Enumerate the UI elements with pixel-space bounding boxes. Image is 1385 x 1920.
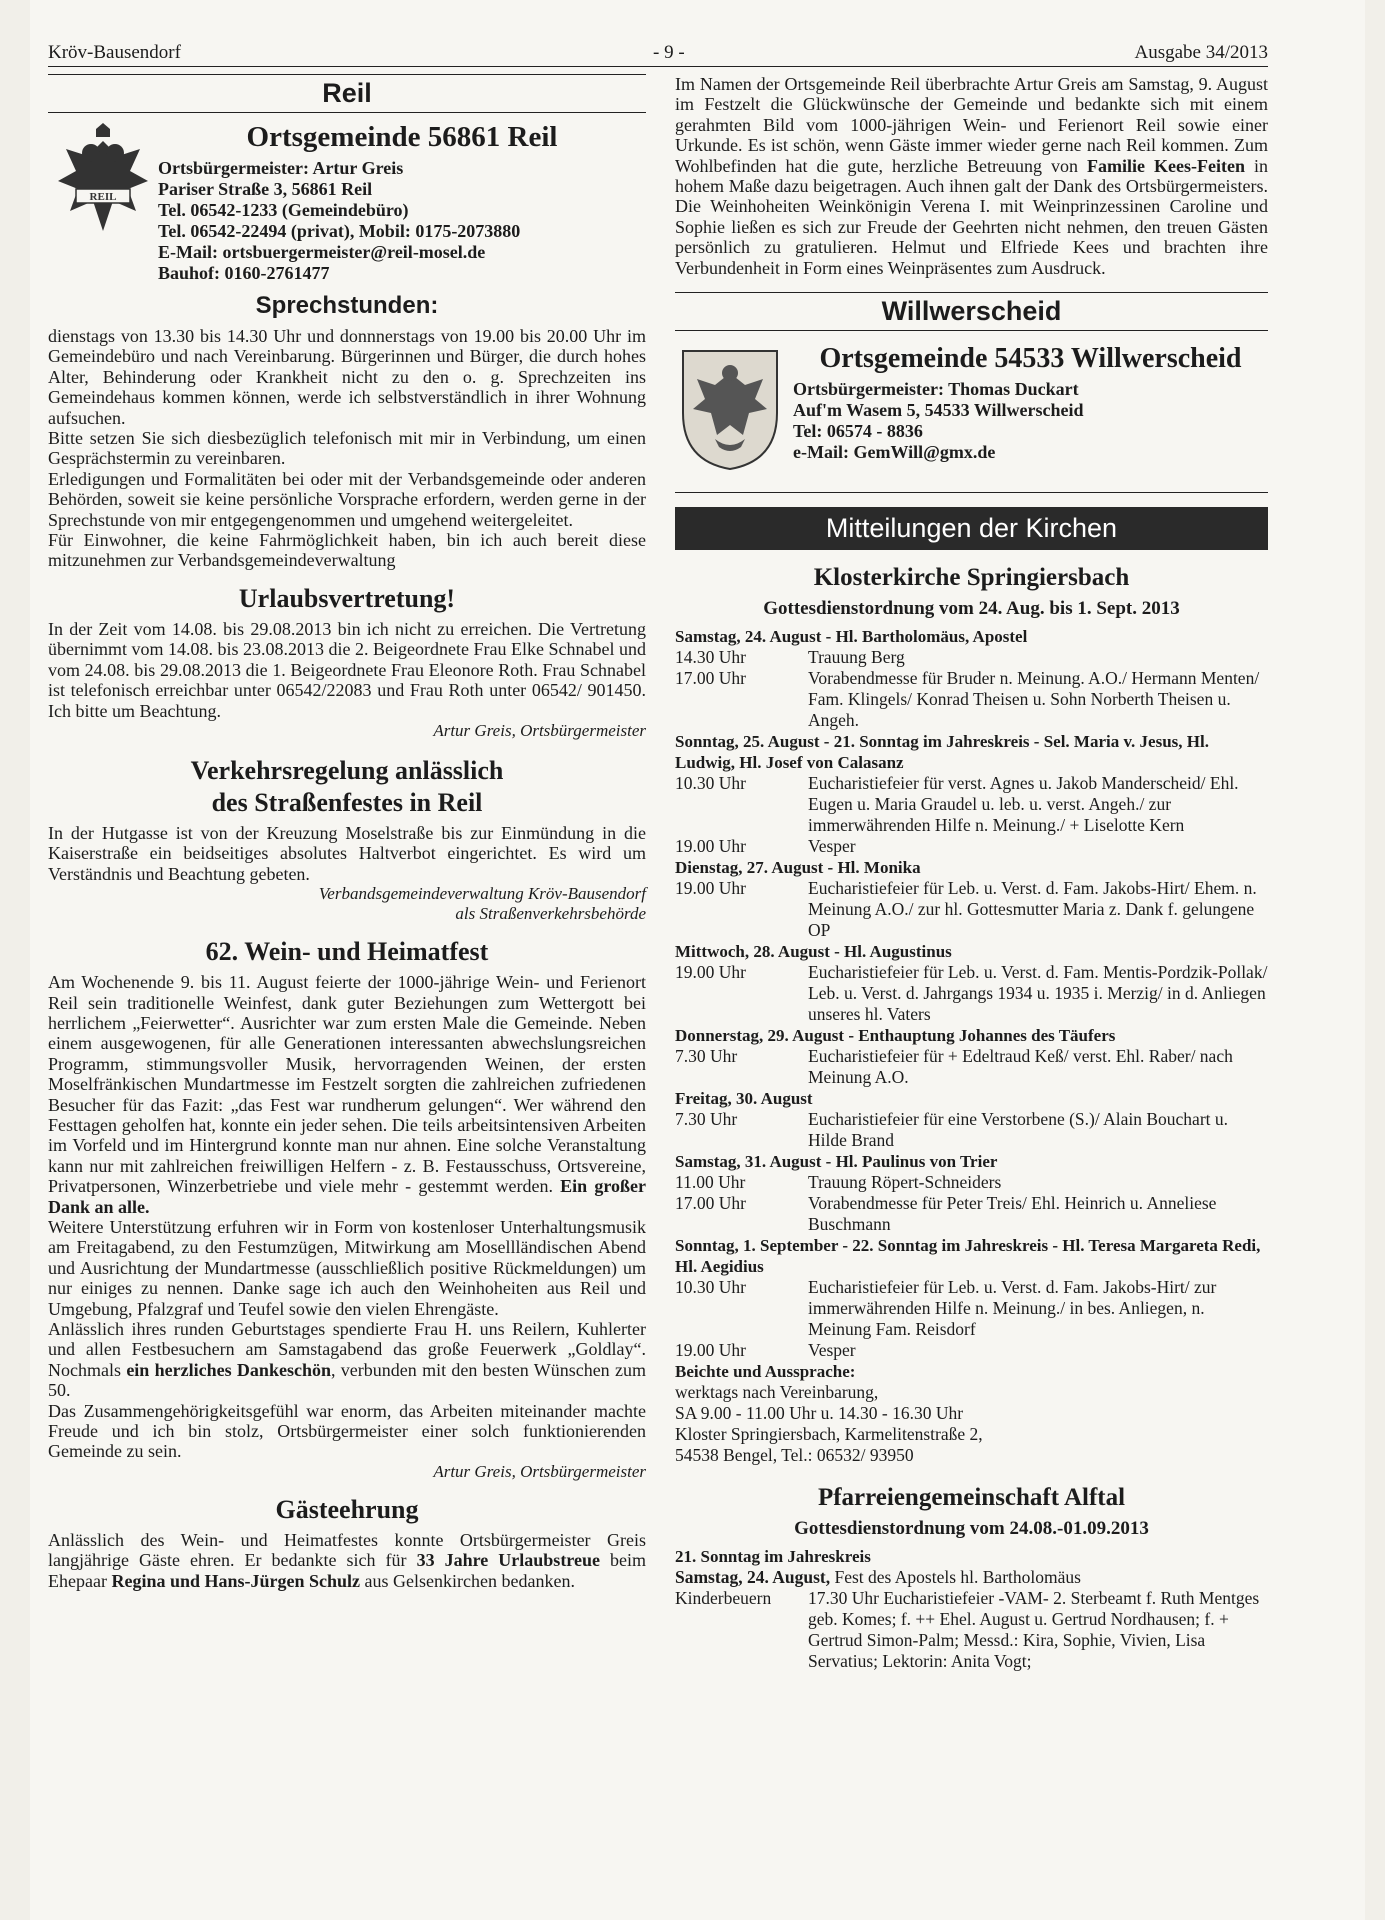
schedule-entry <box>675 962 1268 1025</box>
ehrung-bold: Familie Kees-Feiten <box>1087 155 1245 176</box>
gaeste-paragraph <box>48 1530 646 1591</box>
willwerscheid-line: Auf'm Wasem 5, 54533 Willwerscheid <box>793 400 1084 421</box>
fest-paragraph <box>48 972 646 1217</box>
verkehr-signature: als Straßenverkehrsbehörde <box>455 904 646 924</box>
fest-signature: Artur Greis, Ortsbürgermeister <box>433 1461 646 1481</box>
urlaub-signature: Artur Greis, Ortsbürgermeister <box>433 720 646 740</box>
gaeste-title: Gästeehrung <box>275 1494 419 1524</box>
schedule-time: 17.00 Uhr <box>675 1193 746 1214</box>
schedule-day-heading: Sonntag, 1. September - 22. Sonntag im Jahreskreis - Hl. Teresa Margareta Redi, Hl. Aegidius <box>675 1236 1261 1277</box>
section-title-willwerscheid: Willwerscheid <box>675 292 1268 331</box>
schedule-description: Vesper <box>808 836 856 857</box>
newspaper-page <box>30 0 1365 1920</box>
reil-line: Pariser Straße 3, 56861 Reil <box>158 179 373 199</box>
schedule-description: Eucharistiefeier für Leb. u. Verst. d. Fam. Jakobs-Hirt/ Ehem. n. Meinung A.O./ zur hl. Gottesmutter Maria z. Dank f. gelungene OP <box>808 878 1257 941</box>
schedule-day-heading: Samstag, 24. August - Hl. Bartholomäus, Apostel <box>675 627 1028 647</box>
schedule-time: 14.30 Uhr <box>675 647 746 668</box>
schedule-day-heading: Freitag, 30. August <box>675 1089 813 1109</box>
schedule-time: 19.00 Uhr <box>675 962 746 983</box>
schedule-entry <box>675 773 1268 836</box>
crest-lettering: REIL <box>89 191 117 203</box>
alftal-place: Kinderbeuern <box>675 1588 772 1609</box>
alftal-subtitle: Gottesdienstordnung vom 24.08.-01.09.2013 <box>794 1518 1149 1540</box>
alftal-day-bold: Samstag, 24. August, <box>675 1567 831 1588</box>
kloster-subtitle: Gottesdienstordnung vom 24. Aug. bis 1. Sept. 2013 <box>763 598 1180 620</box>
beichte-line: 54538 Bengel, Tel.: 06532/ 93950 <box>675 1445 914 1466</box>
reil-line: Ortsbürgermeister: Artur Greis <box>158 158 404 178</box>
schedule-day-heading: Dienstag, 27. August - Hl. Monika <box>675 858 921 878</box>
gaeste-text: aus Gelsenkirchen bedanken. <box>364 1570 575 1591</box>
fest-text: Am Wochenende 9. bis 11. August feierte der 1000-jährige Wein- und Ferienort Reil sein traditionelle Weinfest, dank guter Beziehungen zum Wettergott bei herrlichem „Feierwetter“. Ausrichter war zum ersten Male die Gemeinde. Neben einem ausgewogenen, für alle Generationen interessanten abwechslungsreichen Programm, stimmungsvoller Musik, hervorragenden Weinen, der ersten Moselfränkischen Mundartmesse im Festzelt sorgten die zahlreichen zufriedenen Besucher für das Fazit: „das Fest war rundherum gelungen“. Wer während den Festtagen geholfen hat, konnte ein jeder sehen. Die teils arbeitsintensiven Arbeiten im Vorfeld und im Hintergrund konnte man nur ahnen. Eine solche Veranstaltung kann nur mit zahlreichen freiwilligen Helfern - z. B. Festausschuss, Ortsvereine, Privatpersonen, Winzerbetriebe und viele mehr - gestemmt werden. <box>48 972 646 1197</box>
reil-contact-block <box>48 121 646 284</box>
fest-paragraph: Das Zusammengehörigkeitsgefühl war enorm, das Arbeiten miteinander machte Freude und ich bin stolz, Ortsbürgermeister einer solch funktionierenden Gemeinde zu sein. <box>48 1400 646 1462</box>
schedule-entry <box>675 1109 1268 1151</box>
fest-text: Anlässlich ihres runden Geburtstages spendierte Frau H. uns Reilern, Kuhlerter und allen Festbesuchern am Samstagabend das große Feuerwerk „Goldlay“. Nochmals <box>48 1319 646 1380</box>
fest-title: 62. Wein- und Heimatfest <box>205 937 489 967</box>
right-column <box>675 74 1268 1672</box>
ehrung-text: Im Namen der Ortsgemeinde Reil überbrachte Artur Greis am Samstag, 9. August im Festzelt die Glückwünsche der Gemeinde und bedankte sich mit einem gerahmten Bild vom 1000-jährigen Wein- und Ferienort Reil sowie einer Urkunde. Es ist schön, wenn Gäste immer wieder gerne nach Reil kommen. Zum Wohlbefinden hat die gute, herzliche Betreuung von <box>675 74 1268 176</box>
schedule-description: Trauung Röpert-Schneiders <box>808 1172 1002 1193</box>
schedule-day-heading: Samstag, 31. August - Hl. Paulinus von Trier <box>675 1152 998 1172</box>
alftal-title: Pfarreiengemeinschaft Alftal <box>817 1484 1126 1512</box>
schedule-description: Vorabendmesse für Bruder n. Meinung. A.O./ Hermann Menten/ Fam. Klingels/ Konrad Theisen u. Sohn Norberth Theisen u. Angeh. <box>808 668 1260 731</box>
schedule-description: Vesper <box>808 1340 856 1361</box>
kloster-schedule <box>675 626 1268 1361</box>
verkehr-title-line: des Straßenfestes in Reil <box>211 787 483 817</box>
alftal-entry <box>675 1588 1268 1672</box>
schedule-time: 19.00 Uhr <box>675 1340 746 1361</box>
kloster-title: Klosterkirche Springiersbach <box>813 564 1130 592</box>
reil-email[interactable]: E-Mail: ortsbuergermeister@reil-mosel.de <box>158 242 486 262</box>
schedule-day-heading: Sonntag, 25. August - 21. Sonntag im Jahreskreis - Sel. Maria v. Jesus, Hl. Ludwig, Hl. Josef von Calasanz <box>675 732 1209 773</box>
reil-title: Ortsgemeinde 56861 Reil <box>246 121 558 153</box>
header-issue: Ausgabe 34/2013 <box>1134 42 1268 63</box>
verkehr-signature: Verbandsgemeindeverwaltung Kröv-Bausendorf <box>318 884 646 904</box>
header-left: Kröv-Bausendorf <box>48 42 181 63</box>
beichte-title: Beichte und Aussprache: <box>675 1362 856 1382</box>
willwerscheid-line: Tel: 06574 - 8836 <box>793 421 923 442</box>
sprech-paragraph: Erledigungen und Formalitäten bei oder mit der Verbandsgemeinde oder anderen Behörden, soweit sie keine persönliche Vorsprache erfordern, werden gerne in der Sprechstunde von mir entgegengenommen und umgehend weitergeleitet. <box>48 468 646 530</box>
schedule-entry <box>675 836 1268 857</box>
schedule-time: 11.00 Uhr <box>675 1172 746 1193</box>
schedule-time: 10.30 Uhr <box>675 773 746 794</box>
urlaub-text: In der Zeit vom 14.08. bis 29.08.2013 bin ich nicht zu erreichen. Die Vertretung übernimmt vom 14.08. bis 23.08.2013 die 2. Beigeordnete Frau Elke Schnabel und vom 24.08. bis 29.08.2013 die 1. Beigeordnete Frau Eleonore Roth. Frau Schnabel ist telefonisch erreichbar unter 06542/22083 und Frau Roth unter 06542/ 901450. Ich bitte um Beachtung. <box>48 618 646 721</box>
willwerscheid-line: Ortsbürgermeister: Thomas Duckart <box>793 379 1079 400</box>
header-rule <box>48 66 1268 67</box>
schedule-time: 19.00 Uhr <box>675 836 746 857</box>
schedule-description: Eucharistiefeier für + Edeltraud Keß/ verst. Ehl. Raber/ nach Meinung A.O. <box>808 1046 1233 1088</box>
fest-paragraph: Weitere Unterstützung erfuhren wir in Form von kostenloser Unterhaltungsmusik am Freitagabend, zu den Festumzügen, Mitwirkung am Mosellländischen Abend und Ausrichtung der Mundartmesse (ausschließlich positive Rückmeldungen) um nur einiges zu nennen. Danke sage ich auch den Weinhoheiten aus Reil und Umgebung, Pfalzgraf und Teufel sowie den vielen Ehrengäste. <box>48 1217 646 1319</box>
ehrung-paragraph <box>675 74 1268 278</box>
alftal-day <box>675 1567 1268 1588</box>
schedule-description: Eucharistiefeier für verst. Agnes u. Jakob Manderscheid/ Ehl. Eugen u. Maria Graudel u. leb. u. verst. Angeh./ zur immerwährenden Hilfe n. Meinung./ + Liselotte Kern <box>808 773 1239 836</box>
sprech-paragraph: Bitte setzen Sie sich diesbezüglich telefonisch mit mir in Verbindung, um einen Gesprächstermin zu vereinbaren. <box>48 428 646 469</box>
fest-paragraph <box>48 1319 646 1401</box>
left-column <box>48 74 646 1591</box>
schedule-entry <box>675 1193 1268 1235</box>
gaeste-bold: 33 Jahre Urlaubstreue <box>416 1550 600 1571</box>
verkehr-title-line: Verkehrsregelung anlässlich <box>190 755 504 785</box>
sprechstunden-title: Sprechstunden: <box>255 292 439 319</box>
willwerscheid-rule <box>675 492 1268 493</box>
gaeste-bold: Regina und Hans-Jürgen Schulz <box>111 1570 361 1591</box>
alftal-day-text: Fest des Apostels hl. Bartholomäus <box>830 1567 1081 1588</box>
sprech-paragraph: Für Einwohner, die keine Fahrmöglichkeit haben, bin ich auch bereit diese mitzunehmen zur Verbandsgemeindeverwaltung <box>48 530 646 571</box>
gaeste-text: beim Ehepaar <box>48 1550 646 1591</box>
schedule-entry <box>675 1172 1268 1193</box>
alftal-text: 17.30 Uhr Eucharistiefeier -VAM- 2. Sterbeamt f. Ruth Mentges geb. Komes; f. ++ Ehel. August u. Gertrud Nordhausen; f. + Gertrud Simon-Palm; Messd.: Kira, Sophie, Vivien, Lisa Servatius; Lektorin: Anita Vogt; <box>808 1588 1260 1672</box>
schedule-entry <box>675 647 1268 668</box>
willwerscheid-email[interactable]: e-Mail: GemWill@gmx.de <box>793 442 996 463</box>
willwerscheid-title: Ortsgemeinde 54533 Willwerscheid <box>819 343 1242 375</box>
beichte-line: SA 9.00 - 11.00 Uhr u. 14.30 - 16.30 Uhr <box>675 1403 964 1424</box>
verkehr-text: In der Hutgasse ist von der Kreuzung Moselstraße bis zur Einmündung in die Kaiserstraße ein beidseitiges absolutes Haltverbot eingerichtet. Es wird um Verständnis und Beachtung gebeten. <box>48 822 646 884</box>
schedule-time: 10.30 Uhr <box>675 1277 746 1298</box>
alftal-sonntag: 21. Sonntag im Jahreskreis <box>675 1547 871 1567</box>
fest-thanks: Ein großer Dank an alle. <box>48 1176 646 1217</box>
schedule-time: 7.30 Uhr <box>675 1046 738 1067</box>
schedule-entry <box>675 1046 1268 1088</box>
beichte-line: werktags nach Vereinbarung, <box>675 1382 879 1403</box>
schedule-description: Trauung Berg <box>808 647 905 668</box>
sprech-paragraph: dienstags von 13.30 bis 14.30 Uhr und donnnerstags von 19.00 bis 20.00 Uhr im Gemeindebüro und nach Vereinbarung. Bürgerinnen und Bürger, die durch hohes Alter, Behinderung oder Krankheit nicht zu den o. g. Sprechzeiten ins Gemeindehaus kommen können, werde ich selbstverständlich in ihrer Wohnung aufsuchen. <box>48 326 646 428</box>
schedule-description: Eucharistiefeier für eine Verstorbene (S.)/ Alain Bouchart u. Hilde Brand <box>808 1109 1229 1151</box>
gaeste-text: Anlässlich des Wein- und Heimatfestes konnte Ortsbürgermeister Greis langjährige Gäste ehren. Er bedankte sich für <box>48 1529 646 1571</box>
urlaub-title: Urlaubsvertretung! <box>238 583 456 613</box>
schedule-description: Vorabendmesse für Peter Treis/ Ehl. Heinrich u. Anneliese Buschmann <box>808 1193 1217 1235</box>
schedule-description: Eucharistiefeier für Leb. u. Verst. d. Fam. Mentis-Pordzik-Pollak/ Leb. u. Verst. d. Jahrgangs 1934 u. 1935 i. Merzig/ in d. Anliegen unseres hl. Vaters <box>808 962 1268 1025</box>
fest-text: , verbunden mit den besten Wünschen zum 50. <box>48 1359 646 1401</box>
schedule-entry <box>675 1277 1268 1340</box>
reil-line: Bauhof: 0160-2761477 <box>158 263 330 283</box>
schedule-entry <box>675 668 1268 731</box>
reil-crest-icon <box>48 121 158 284</box>
section-title-reil: Reil <box>48 74 646 113</box>
reil-line: Tel. 06542-1233 (Gemeindebüro) <box>158 200 409 220</box>
schedule-day-heading: Donnerstag, 29. August - Enthauptung Johannes des Täufers <box>675 1026 1116 1046</box>
schedule-description: Eucharistiefeier für Leb. u. Verst. d. Fam. Jakobs-Hirt/ zur immerwährenden Hilfe n. Meinung./ in bes. Anliegen, n. Meinung Fam. Reisdorf <box>808 1277 1217 1340</box>
willwerscheid-contact-block <box>675 343 1268 478</box>
schedule-time: 17.00 Uhr <box>675 668 746 689</box>
reil-line: Tel. 06542-22494 (privat), Mobil: 0175-2073880 <box>158 221 521 241</box>
beichte-line: Kloster Springiersbach, Karmelitenstraße 2, <box>675 1424 983 1445</box>
schedule-time: 19.00 Uhr <box>675 878 746 899</box>
schedule-day-heading: Mittwoch, 28. August - Hl. Augustinus <box>675 942 952 962</box>
header-page-number: - 9 - <box>653 42 685 63</box>
section-title-kirchen: Mitteilungen der Kirchen <box>675 507 1268 550</box>
verkehr-title <box>48 755 646 819</box>
schedule-time: 7.30 Uhr <box>675 1109 738 1130</box>
fest-thanks: ein herzliches Dankeschön <box>126 1359 331 1380</box>
willwerscheid-crest-icon <box>675 343 793 478</box>
ehrung-text: in hohem Maße dazu beigetragen. Auch ihnen galt der Dank des Ortsbürgermeisters. Die Weinhoheiten Weinkönigin Verena I. mit Weinprinzessinen Caroline und Sophie ließen es sich zur Freude der Geehrten nicht nehmen, den treuen Gästen persönlich zu gratulieren. Helmut und Elfriede Kees und brachten ihre Verbundenheit in Form eines Weinpräsentes zum Ausdruck. <box>675 155 1268 278</box>
schedule-entry <box>675 1340 1268 1361</box>
schedule-entry <box>675 878 1268 941</box>
